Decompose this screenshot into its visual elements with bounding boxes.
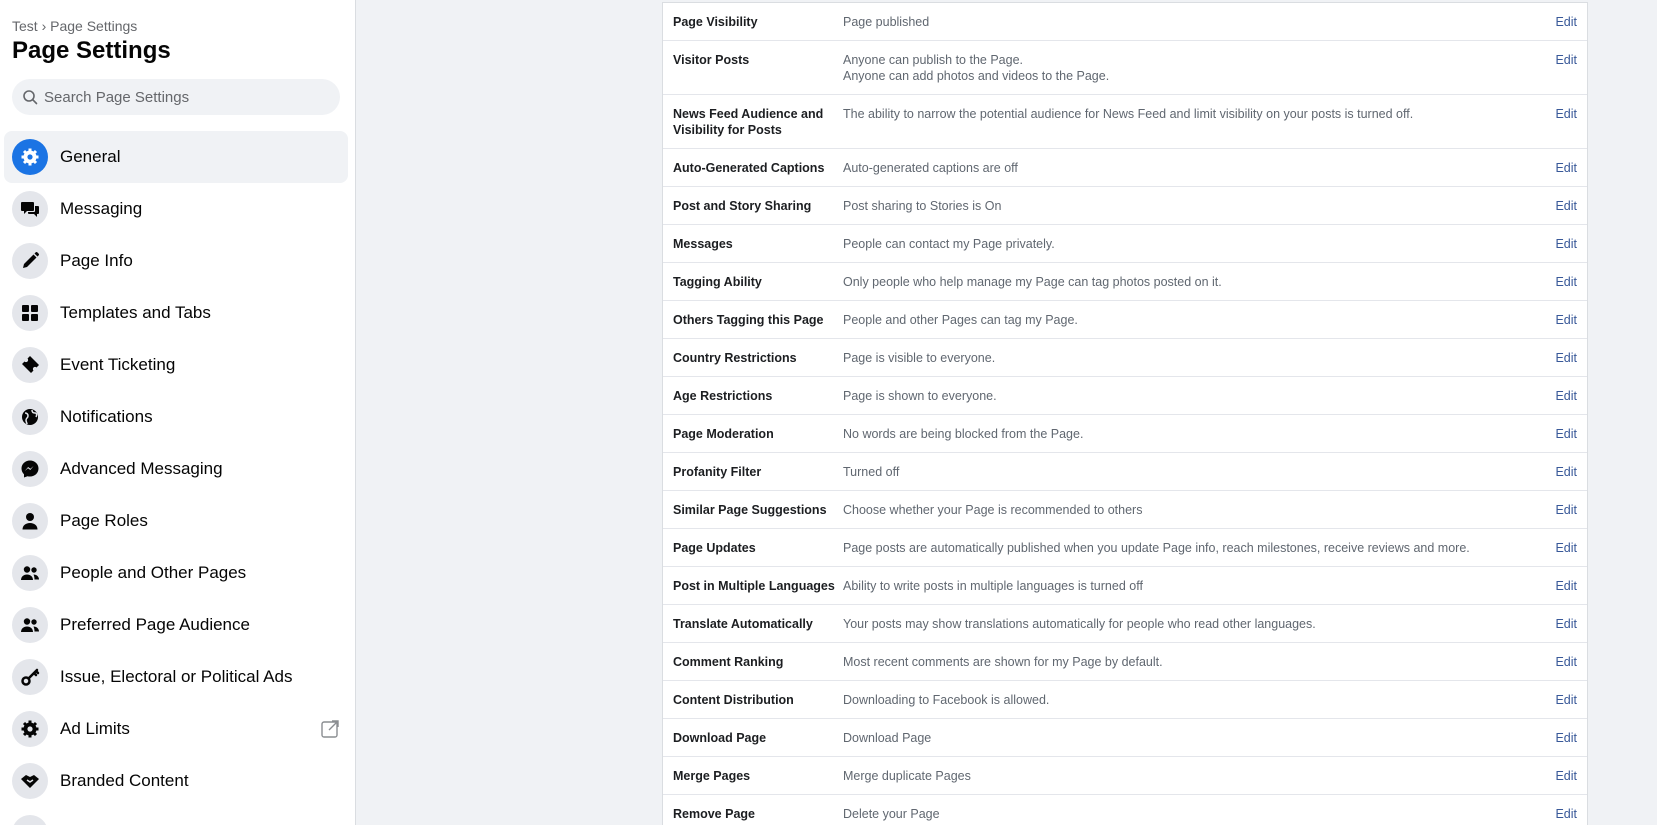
sidebar-item-label: Preferred Page Audience <box>60 615 250 634</box>
setting-label: Auto-Generated Captions <box>673 161 825 175</box>
sidebar-item-event-ticketing[interactable] <box>4 339 348 391</box>
table-row <box>663 567 1587 605</box>
gear-icon <box>12 139 48 175</box>
sidebar-item-label: Templates and Tabs <box>60 303 211 322</box>
sidebar-item-advanced-messaging[interactable] <box>4 443 348 495</box>
people-icon <box>12 607 48 643</box>
setting-value <box>843 51 1537 84</box>
setting-label: Page Visibility <box>673 15 758 29</box>
setting-label: News Feed Audience and Visibility for Posts <box>673 107 824 137</box>
sidebar-item-partial[interactable] <box>4 807 348 825</box>
table-row <box>663 491 1587 529</box>
setting-label: Profanity Filter <box>673 465 762 479</box>
table-row <box>663 149 1587 187</box>
sidebar <box>0 0 356 825</box>
sidebar-item-label: General <box>60 147 121 166</box>
setting-value: Ability to write posts in multiple languages is turned off <box>843 579 1143 593</box>
setting-label: Download Page <box>673 731 767 745</box>
grid-icon <box>12 295 48 331</box>
edit-link[interactable]: Edit <box>1555 541 1577 555</box>
sidebar-nav <box>4 131 348 825</box>
edit-link[interactable]: Edit <box>1555 107 1577 121</box>
setting-value: Merge duplicate Pages <box>843 769 971 783</box>
table-row <box>663 795 1587 825</box>
setting-label: Remove Page <box>673 807 755 821</box>
sidebar-item-label: Messaging <box>60 199 143 218</box>
edit-link[interactable]: Edit <box>1555 313 1577 327</box>
setting-label: Visitor Posts <box>673 53 750 67</box>
messenger-icon <box>12 451 48 487</box>
sidebar-item-people-and-other-pages[interactable] <box>4 547 348 599</box>
edit-link[interactable]: Edit <box>1555 731 1577 745</box>
sidebar-item-label: Branded Content <box>60 771 189 790</box>
edit-link[interactable]: Edit <box>1555 427 1577 441</box>
setting-value: Delete your Page <box>843 807 940 821</box>
edit-link[interactable]: Edit <box>1555 693 1577 707</box>
sidebar-item-label: People and Other Pages <box>60 563 247 582</box>
ticket-icon <box>12 347 48 383</box>
setting-label: Post and Story Sharing <box>673 199 812 213</box>
setting-label: Translate Automatically <box>673 617 813 631</box>
table-row <box>663 225 1587 263</box>
edit-link[interactable]: Edit <box>1555 503 1577 517</box>
setting-value-line: Anyone can add photos and videos to the Page. <box>843 69 1110 83</box>
settings-table <box>662 2 1588 825</box>
setting-value: Your posts may show translations automatically for people who read other languages. <box>843 617 1316 631</box>
edit-link[interactable]: Edit <box>1555 237 1577 251</box>
search-input[interactable] <box>44 89 324 106</box>
edit-link[interactable]: Edit <box>1555 655 1577 669</box>
sidebar-item-label: Event Ticketing <box>60 355 176 374</box>
setting-value: People and other Pages can tag my Page. <box>843 313 1078 327</box>
page-title: Page Settings <box>12 37 171 64</box>
sidebar-item-branded-content[interactable] <box>4 755 348 807</box>
table-row <box>663 415 1587 453</box>
sidebar-item-label: Issue, Electoral or Political Ads <box>60 667 293 686</box>
table-row <box>663 3 1587 41</box>
setting-value: Page is shown to everyone. <box>843 389 997 403</box>
setting-value-line: Anyone can publish to the Page. <box>843 53 1023 67</box>
sidebar-item-label: Page Roles <box>60 511 148 530</box>
edit-link[interactable]: Edit <box>1555 807 1577 821</box>
edit-link[interactable]: Edit <box>1555 161 1577 175</box>
gear-icon <box>12 711 48 747</box>
setting-label: Similar Page Suggestions <box>673 503 827 517</box>
table-row <box>663 757 1587 795</box>
edit-link[interactable]: Edit <box>1555 351 1577 365</box>
key-icon <box>12 659 48 695</box>
external-link-icon[interactable] <box>320 719 340 739</box>
sidebar-item-political-ads[interactable] <box>4 651 348 703</box>
pencil-icon <box>12 243 48 279</box>
sidebar-item-general[interactable] <box>4 131 348 183</box>
setting-label: Page Updates <box>673 541 756 555</box>
edit-link[interactable]: Edit <box>1555 769 1577 783</box>
table-row <box>663 681 1587 719</box>
setting-label: Content Distribution <box>673 693 794 707</box>
search-icon <box>22 89 38 105</box>
globe-icon <box>12 399 48 435</box>
search-box[interactable] <box>12 79 340 115</box>
sidebar-item-label: Page Info <box>60 251 133 270</box>
setting-value: Turned off <box>843 465 900 479</box>
table-row <box>663 377 1587 415</box>
sidebar-item-label: Advanced Messaging <box>60 459 223 478</box>
edit-link[interactable]: Edit <box>1555 617 1577 631</box>
person-icon <box>12 503 48 539</box>
edit-link[interactable]: Edit <box>1555 53 1577 67</box>
setting-value: Post sharing to Stories is On <box>843 199 1002 213</box>
chat-bubbles-icon <box>12 191 48 227</box>
handshake-icon <box>12 763 48 799</box>
setting-value: Downloading to Facebook is allowed. <box>843 693 1050 707</box>
table-row <box>663 605 1587 643</box>
setting-label: Page Moderation <box>673 427 774 441</box>
setting-label: Merge Pages <box>673 769 751 783</box>
setting-value: Download Page <box>843 731 932 745</box>
sidebar-item-label: Notifications <box>60 407 153 426</box>
table-row <box>663 187 1587 225</box>
sidebar-item-messaging[interactable] <box>4 183 348 235</box>
edit-link[interactable]: Edit <box>1555 275 1577 289</box>
setting-value: Page posts are automatically published when you update Page info, reach milestones, receive reviews and more. <box>843 541 1470 555</box>
edit-link[interactable]: Edit <box>1555 199 1577 213</box>
edit-link[interactable]: Edit <box>1555 15 1577 29</box>
sidebar-item-notifications[interactable] <box>4 391 348 443</box>
setting-label: Age Restrictions <box>673 389 773 403</box>
edit-link[interactable]: Edit <box>1555 389 1577 403</box>
setting-value: The ability to narrow the potential audience for News Feed and limit visibility on your posts is turned off. <box>843 107 1414 121</box>
setting-value: No words are being blocked from the Page. <box>843 427 1084 441</box>
sidebar-item-preferred-page-audience[interactable] <box>4 599 348 651</box>
sidebar-item-ad-limits[interactable] <box>4 703 348 755</box>
setting-value: Auto-generated captions are off <box>843 161 1018 175</box>
setting-label: Tagging Ability <box>673 275 762 289</box>
table-row <box>663 719 1587 757</box>
setting-label: Country Restrictions <box>673 351 797 365</box>
setting-value: Page published <box>843 15 930 29</box>
edit-link[interactable]: Edit <box>1555 465 1577 479</box>
more-icon <box>12 815 48 825</box>
table-row <box>663 95 1587 149</box>
edit-link[interactable]: Edit <box>1555 579 1577 593</box>
setting-value: Most recent comments are shown for my Page by default. <box>843 655 1163 669</box>
setting-value: Only people who help manage my Page can tag photos posted on it. <box>843 275 1222 289</box>
table-row <box>663 301 1587 339</box>
setting-value: Choose whether your Page is recommended to others <box>843 503 1143 517</box>
setting-value: Page is visible to everyone. <box>843 351 996 365</box>
breadcrumb[interactable]: Test › Page Settings <box>12 18 138 34</box>
sidebar-item-templates-and-tabs[interactable] <box>4 287 348 339</box>
table-row <box>663 453 1587 491</box>
setting-label: Messages <box>673 237 733 251</box>
setting-value: People can contact my Page privately. <box>843 237 1055 251</box>
sidebar-item-page-roles[interactable] <box>4 495 348 547</box>
table-row <box>663 263 1587 301</box>
sidebar-item-page-info[interactable] <box>4 235 348 287</box>
setting-label: Comment Ranking <box>673 655 784 669</box>
table-row <box>663 339 1587 377</box>
sidebar-item-label: Ad Limits <box>60 719 130 738</box>
setting-label: Post in Multiple Languages <box>673 579 835 593</box>
table-row <box>663 529 1587 567</box>
table-row <box>663 643 1587 681</box>
table-row <box>663 41 1587 95</box>
setting-label: Others Tagging this Page <box>673 313 824 327</box>
people-icon <box>12 555 48 591</box>
